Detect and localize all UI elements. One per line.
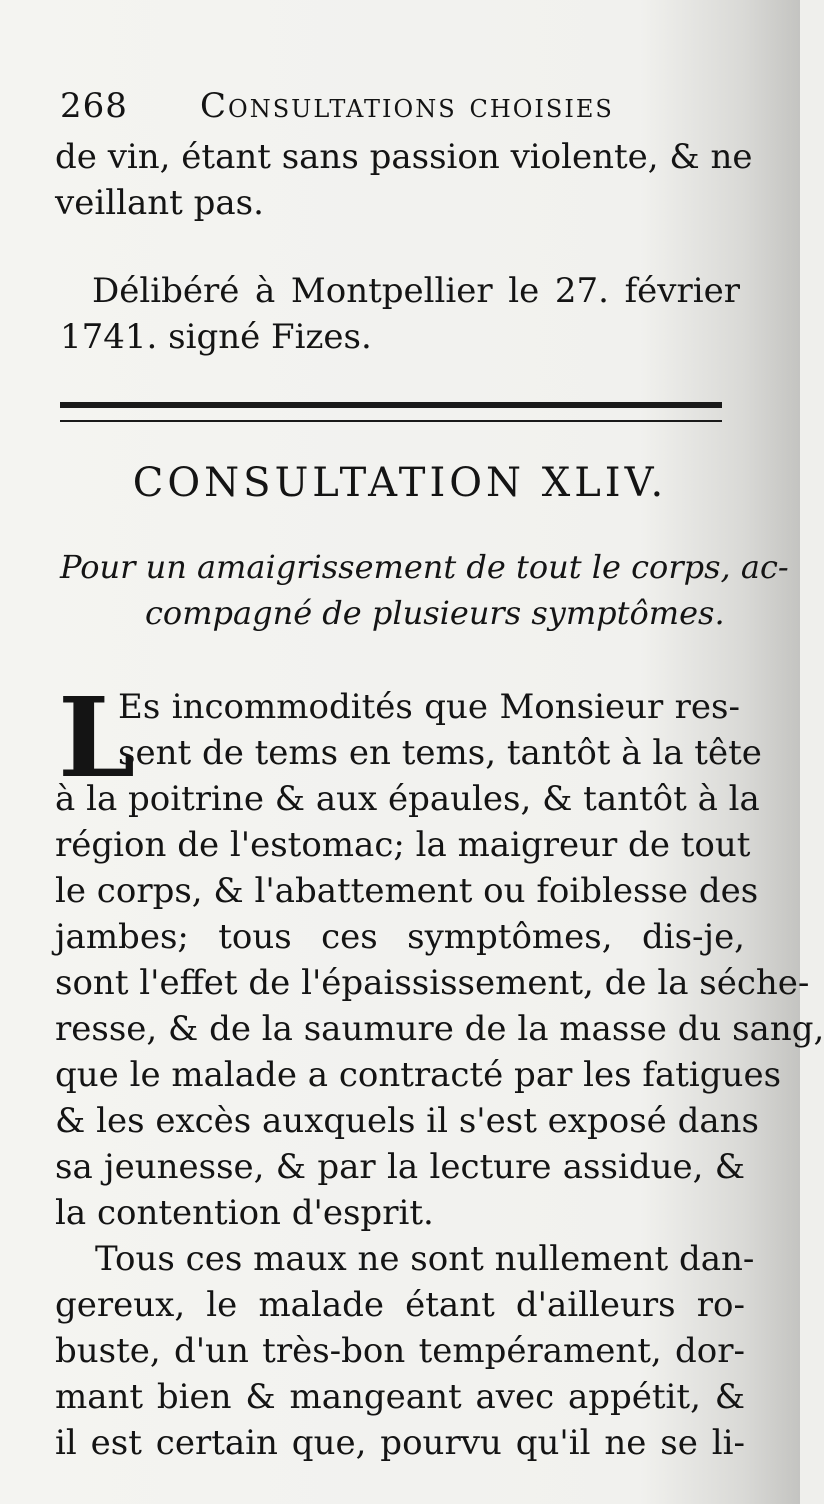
text-line: veillant pas. [55, 183, 264, 223]
text-line: la contention d'esprit. [55, 1193, 434, 1233]
text-line: Tous ces maux ne sont nullement dan- [95, 1239, 755, 1279]
text-line: région de l'estomac; la maigreur de tout [55, 825, 751, 865]
text-line: mant bien & mangeant avec appétit, & [55, 1377, 745, 1417]
paragraph-1-indented [118, 684, 762, 776]
text-line: & les excès auxquels il s'est exposé dans [55, 1101, 759, 1141]
text-line: à la poitrine & aux épaules, & tantôt à la [55, 779, 760, 819]
text-line: il est certain que, pourvu qu'il ne se li- [55, 1423, 745, 1463]
text-line: sa jeunesse, & par la lecture assidue, & [55, 1147, 745, 1187]
intro-text [55, 134, 753, 226]
text-line: 1741. signé Fizes. [60, 317, 372, 357]
section-divider [60, 402, 722, 422]
paragraph-2 [55, 1236, 755, 1466]
text-line: sont l'effet de l'épaississement, de la séche- [55, 963, 810, 1003]
text-line: que le malade a contracté par les fatigues [55, 1055, 782, 1095]
text-line: resse, & de la saumure de la masse du sang, [55, 1009, 824, 1049]
page-number: 268 [60, 86, 128, 126]
text-line: gereux, le malade étant d'ailleurs ro- [55, 1285, 745, 1325]
consultation-subtitle-line-2: compagné de plusieurs symptômes. [145, 594, 725, 632]
dated-signature [60, 268, 740, 360]
consultation-title: CONSULTATION XLIV. [132, 460, 668, 506]
text-line: jambes; tous ces symptômes, dis-je, [55, 917, 745, 957]
text-line: de vin, étant sans passion violente, & ne [55, 137, 753, 177]
consultation-subtitle-line-1: Pour un amaigrissement de tout le corps, ac- [60, 548, 789, 586]
running-head [60, 86, 750, 130]
text-line: sent de tems en tems, tantôt à la tête [118, 733, 762, 773]
text-line: le corps, & l'abattement ou foiblesse des [55, 871, 759, 911]
paragraph-1 [55, 776, 824, 1236]
text-line: Es incommodités que Monsieur res- [118, 687, 740, 727]
running-title: Consultations choisies [200, 86, 614, 126]
drop-cap: L [58, 673, 136, 802]
text-line: buste, d'un très-bon tempérament, dor- [55, 1331, 745, 1371]
text-line: Délibéré à Montpellier le 27. février [92, 271, 740, 311]
